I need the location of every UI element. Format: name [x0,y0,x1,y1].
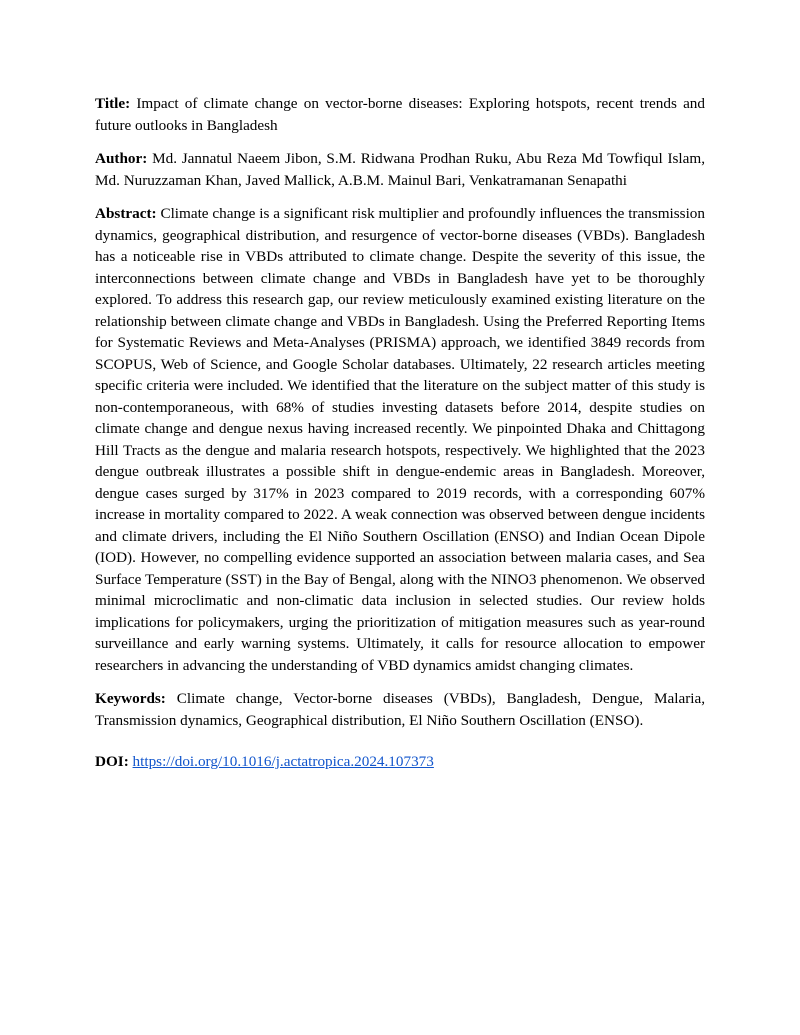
keywords-label: Keywords: [95,690,166,707]
author-text: Md. Jannatul Naeem Jibon, S.M. Ridwana Prodhan Ruku, Abu Reza Md Towfiqul Islam, Md. Nuruzzaman Khan, Javed Mallick, A.B.M. Mainul Bari, Venkatramanan Senapathi [95,150,705,189]
keywords-text: Climate change, Vector-borne diseases (VBDs), Bangladesh, Dengue, Malaria, Transmission dynamics, Geographical distribution, El Niño Southern Oscillation (ENSO). [95,690,706,729]
abstract-text: Climate change is a significant risk multiplier and profoundly influences the transmission dynamics, geographical distribution, and resurgence of vector-borne diseases (VBDs). Bangladesh has a noticeable rise in VBDs attributed to climate change. Despite the severity of this issue, the interconnections between climate change and VBDs in Bangladesh have yet to be thoroughly explored. To address this research gap, our review meticulously examined existing literature on the relationship between climate change and VBDs in Bangladesh. Using the Preferred Reporting Items for Systematic Reviews and Meta-Analyses (PRISMA) approach, we identified 3849 records from SCOPUS, Web of Science, and Google Scholar databases. Ultimately, 22 research articles meeting specific criteria were included. We identified that the literature on the subject matter of this study is non-contemporaneous, with 68% of studies investing datasets before 2014, despite studies on climate change and dengue nexus having increased recently. We pinpointed Dhaka and Chittagong Hill Tracts as the dengue and malaria research hotspots, respectively. We highlighted that the 2023 dengue outbreak illustrates a possible shift in dengue-endemic areas in Bangladesh. Moreover, dengue cases surged by 317% in 2023 compared to 2019 records, with a corresponding 607% increase in mortality compared to 2022. A weak connection was observed between dengue incidents and climate drivers, including the El Niño Southern Oscillation (ENSO) and Indian Ocean Dipole (IOD). However, no compelling evidence supported an association between malaria cases, and Sea Surface Temperature (SST) in the Bay of Bengal, along with the NINO3 phenomenon. We observed minimal microclimatic and non-climatic data inclusion in selected studies. Our review holds implications for policymakers, urging the prioritization of mitigation measures such as year-round surveillance and early warning systems. Ultimately, it calls for resource allocation to empower researchers in advancing the understanding of VBD dynamics amidst changing climates. [95,205,705,674]
abstract-paragraph [95,203,705,676]
abstract-label: Abstract: [95,205,157,222]
title-text: Impact of climate change on vector-borne diseases: Exploring hotspots, recent trends and future outlooks in Bangladesh [95,95,705,134]
doi-link[interactable]: https://doi.org/10.1016/j.actatropica.2024.107373 [132,753,434,770]
title-paragraph [95,93,705,136]
doi-paragraph [95,751,705,773]
title-label: Title: [95,95,131,112]
keywords-paragraph [95,688,705,731]
author-paragraph [95,148,705,191]
doi-label: DOI: [95,753,129,770]
document-page [95,93,705,785]
author-label: Author: [95,150,148,167]
